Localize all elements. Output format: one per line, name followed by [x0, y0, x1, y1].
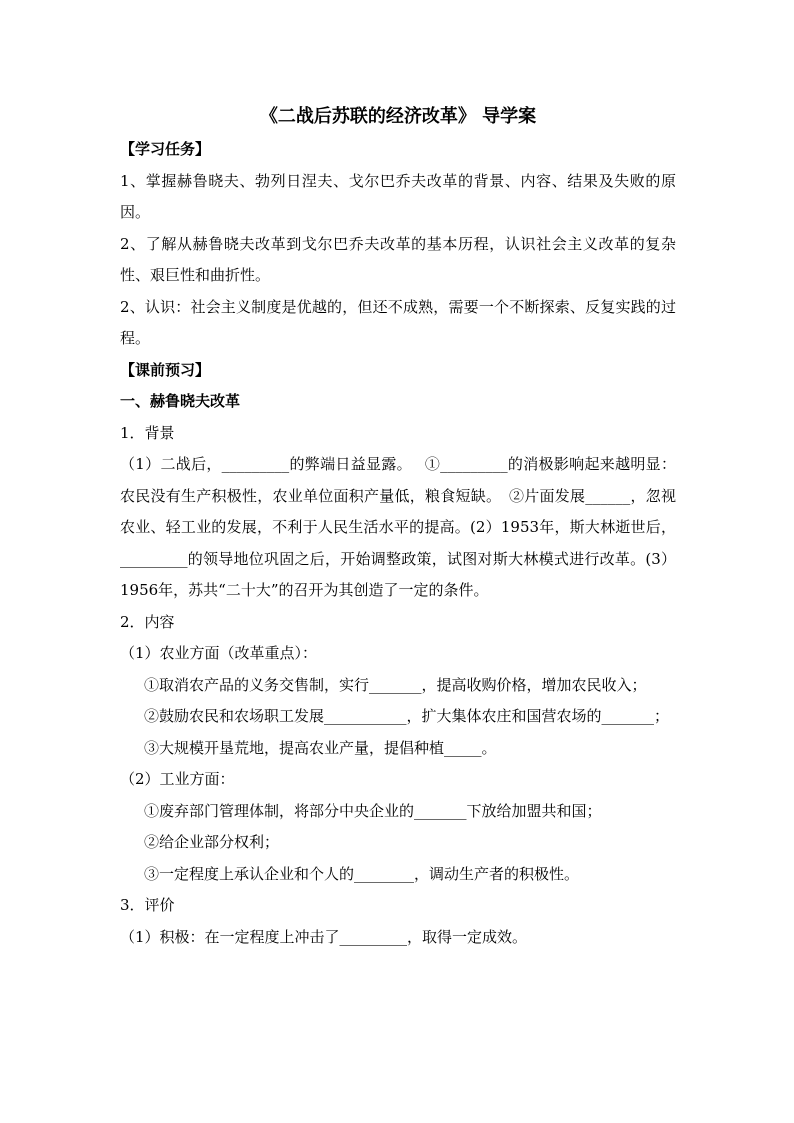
task-item: 1、掌握赫鲁晓夫、勃列日涅夫、戈尔巴乔夫改革的背景、内容、结果及失败的原因。: [120, 171, 676, 221]
industry-item: ①废弃部门管理体制，将部分中央企业的_______下放给加盟共和国；: [144, 801, 602, 820]
industry-item: ②给企业部分权利；: [144, 833, 280, 851]
task-heading: 【学习任务】: [120, 140, 211, 158]
evaluation-text: （1）积极：在一定程度上冲击了_________，取得一定成效。: [120, 927, 528, 946]
agriculture-item: ③大规模开垦荒地，提高农业产量，提倡种植_____。: [144, 738, 497, 757]
part1-heading: 一、赫鲁晓夫改革: [120, 392, 241, 410]
agriculture-item: ②鼓励农民和农场职工发展___________，扩大集体农庄和国营农场的_______；: [144, 707, 670, 725]
preview-heading: 【课前预习】: [120, 360, 211, 379]
background-heading: 1．背景: [120, 423, 175, 442]
agriculture-item: ①取消农产品的义务交售制，实行_______，提高收购价格，增加农民收入；: [144, 675, 647, 694]
document-title: 《二战后苏联的经济改革》 导学案: [259, 106, 537, 127]
task-item: 2、了解从赫鲁晓夫改革到戈尔巴乔夫改革的基本历程，认识社会主义改革的复杂性、艰巨性和曲折性。: [120, 234, 676, 284]
task-item: 2、认识：社会主义制度是优越的，但还不成熟，需要一个不断探索、反复实践的过程。: [120, 297, 676, 347]
agriculture-heading: （1）农业方面（改革重点）：: [120, 644, 318, 662]
document-body: [120, 100, 676, 953]
industry-item: ③一定程度上承认企业和个人的________，调动生产者的积极性。: [144, 864, 580, 883]
content-heading: 2．内容: [120, 612, 175, 631]
background-text: （1）二战后，_________的弊端日益显露。 ①_________的消极影响起来越明显：农民没有生产积极性，农业单位面积产量低，粮食短缺。 ②片面发展______，忽视农业、轻工业的发展，不利于人民生活水平的提高。(2）1953年，斯大林逝世后，_________的领导地位巩固之后，开始调整政策，试图对斯大林模式进行改革。(3）1956年，苏共“二十大”的召开为其创造了一定的条件。: [120, 455, 676, 599]
industry-heading: （2）工业方面：: [120, 770, 235, 788]
evaluation-heading: 3．评价: [120, 896, 175, 914]
